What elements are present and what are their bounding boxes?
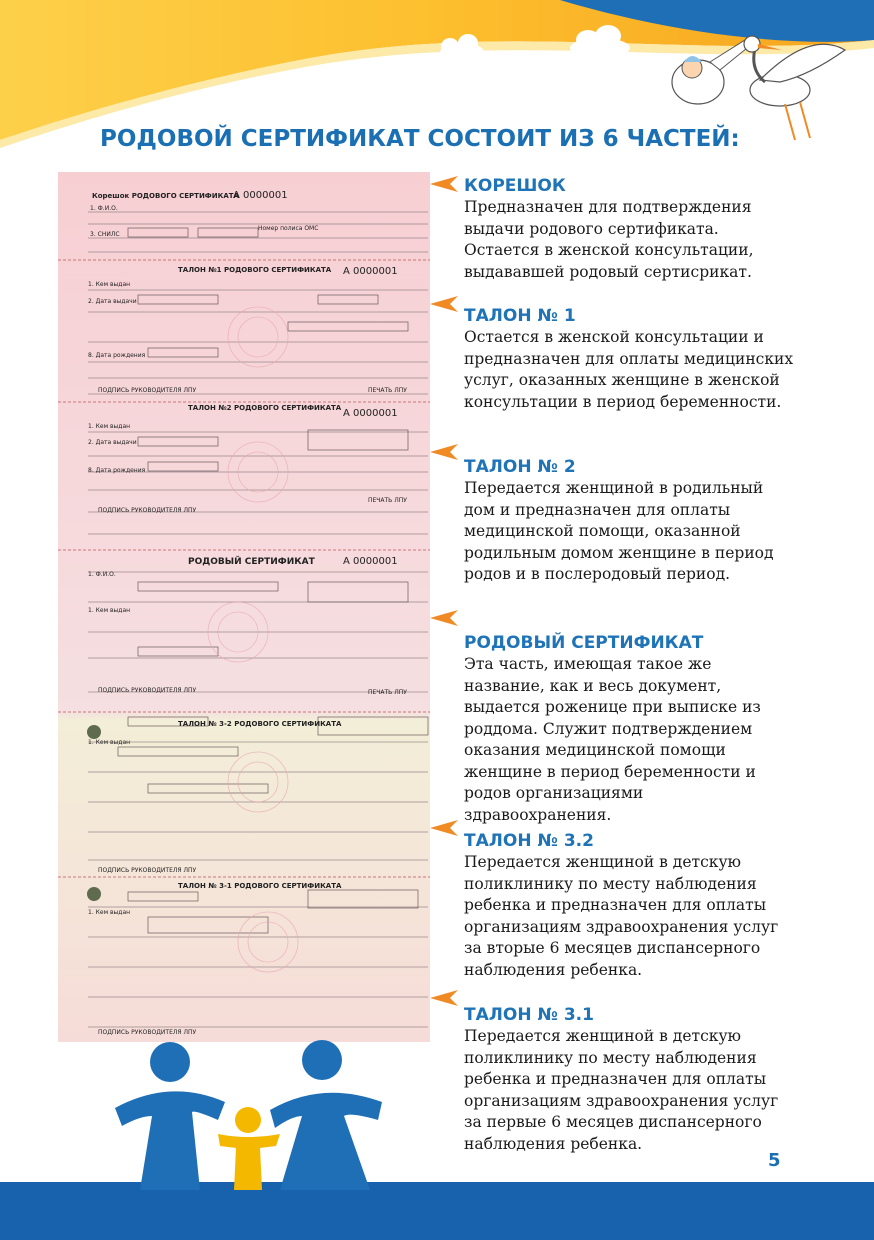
cert-stamp: ПЕЧАТЬ ЛПУ — [368, 689, 407, 696]
talon1-birthdate: 8. Дата рождения — [88, 352, 146, 359]
section-talon-1 — [464, 305, 794, 413]
talon1-stamp: ПЕЧАТЬ ЛПУ — [368, 387, 407, 394]
section-heading: ТАЛОН № 3.1 — [464, 1005, 594, 1025]
stub-fio: 1. Ф.И.О. — [90, 205, 118, 212]
stub-oms: Номер полиса ОМС — [258, 225, 319, 232]
talon2-birthdate: 8. Дата рождения — [88, 467, 146, 474]
section-text: Остается в женской консультации и предназначен для оплаты медицинских услуг, оказанных женщине в женской консультации в период беременности. — [464, 328, 794, 411]
section-heading: РОДОВЫЙ СЕРТИФИКАТ — [464, 633, 704, 653]
certificate-form-image — [58, 172, 430, 1042]
talon2-number: А 0000001 — [343, 408, 398, 419]
cert-title: РОДОВЫЙ СЕРТИФИКАТ — [188, 557, 315, 567]
section-text: Эта часть, имеющая такое же название, как и весь документ, выдается роженице при выписке из роддома. Служит подтверждением оказания медицинской помощи женщине в период беременности и родов организациями здравоохранения. — [464, 655, 761, 824]
section-talon-2 — [464, 456, 794, 586]
section-text: Передается женщиной в детскую поликлинику по месту наблюдения ребенка и предназначен для оплаты организациям здравоохранения услуг за первые 6 месяцев диспансерного наблюдения ребенка. — [464, 1027, 779, 1153]
stub-number: А 0000001 — [233, 190, 288, 201]
cert-kem-vydan: 1. Кем выдан — [88, 607, 131, 614]
section-rodovoy-sertifikat — [464, 632, 794, 826]
arrow-icon — [424, 294, 460, 314]
talon1-kem-vydan: 1. Кем выдан — [88, 281, 131, 288]
section-text: Передается женщиной в детскую поликлинику по месту наблюдения ребенка и предназначен для оплаты организациям здравоохранения услуг за вторые 6 месяцев диспансерного наблюдения ребенка. — [464, 853, 779, 979]
arrow-icon — [424, 608, 460, 628]
family-icon — [100, 1040, 400, 1190]
page-title: РОДОВОЙ СЕРТИФИКАТ СОСТОИТ ИЗ 6 ЧАСТЕЙ: — [100, 126, 740, 152]
cert-number: А 0000001 — [343, 556, 398, 567]
section-text: Предназначен для подтверждения выдачи родового сертификата. Остается в женской консультации, выдававшей родовый сертисрикат. — [464, 198, 754, 281]
section-text: Передается женщиной в родильный дом и предназначен для оплаты медицинской помощи, оказанной родильным домом женщине в период родов и в послеродовый период. — [464, 479, 774, 583]
cert-fio: 1. Ф.И.О. — [88, 571, 116, 578]
arrow-icon — [424, 988, 460, 1008]
talon2-title: ТАЛОН №2 РОДОВОГО СЕРТИФИКАТА — [188, 404, 342, 412]
section-talon-3-2 — [464, 830, 794, 981]
page-number: 5 — [768, 1150, 781, 1171]
talon31-title: ТАЛОН № 3-1 РОДОВОГО СЕРТИФИКАТА — [178, 882, 342, 890]
arrow-icon — [424, 442, 460, 462]
footer-band — [0, 1182, 874, 1240]
talon32-title: ТАЛОН № 3-2 РОДОВОГО СЕРТИФИКАТА — [178, 720, 342, 728]
talon31-kem-vydan: 1. Кем выдан — [88, 909, 131, 916]
talon1-number: А 0000001 — [343, 266, 398, 277]
arrow-icon — [424, 174, 460, 194]
talon2-data-vydachi: 2. Дата выдачи — [88, 439, 137, 446]
talon2-kem-vydan: 1. Кем выдан — [88, 423, 131, 430]
talon2-stamp: ПЕЧАТЬ ЛПУ — [368, 497, 407, 504]
talon1-signature: ПОДПИСЬ РУКОВОДИТЕЛЯ ЛПУ — [98, 387, 197, 394]
arrow-icon — [424, 818, 460, 838]
section-koreshok — [464, 175, 794, 283]
stub-snils: 3. СНИЛС — [90, 231, 120, 238]
section-talon-3-1 — [464, 1004, 794, 1155]
talon31-signature: ПОДПИСЬ РУКОВОДИТЕЛЯ ЛПУ — [98, 1029, 197, 1036]
section-heading: ТАЛОН № 1 — [464, 306, 576, 326]
talon1-data-vydachi: 2. Дата выдачи — [88, 298, 137, 305]
section-heading: ТАЛОН № 2 — [464, 457, 576, 477]
talon32-signature: ПОДПИСЬ РУКОВОДИТЕЛЯ ЛПУ — [98, 867, 197, 874]
section-heading: ТАЛОН № 3.2 — [464, 831, 594, 851]
section-heading: КОРЕШОК — [464, 176, 566, 196]
talon32-kem-vydan: 1. Кем выдан — [88, 739, 131, 746]
talon2-signature: ПОДПИСЬ РУКОВОДИТЕЛЯ ЛПУ — [98, 507, 197, 514]
cert-signature: ПОДПИСЬ РУКОВОДИТЕЛЯ ЛПУ — [98, 687, 197, 694]
stub-title: Корешок РОДОВОГО СЕРТИФИКАТА — [92, 192, 239, 200]
talon1-title: ТАЛОН №1 РОДОВОГО СЕРТИФИКАТА — [178, 266, 332, 274]
